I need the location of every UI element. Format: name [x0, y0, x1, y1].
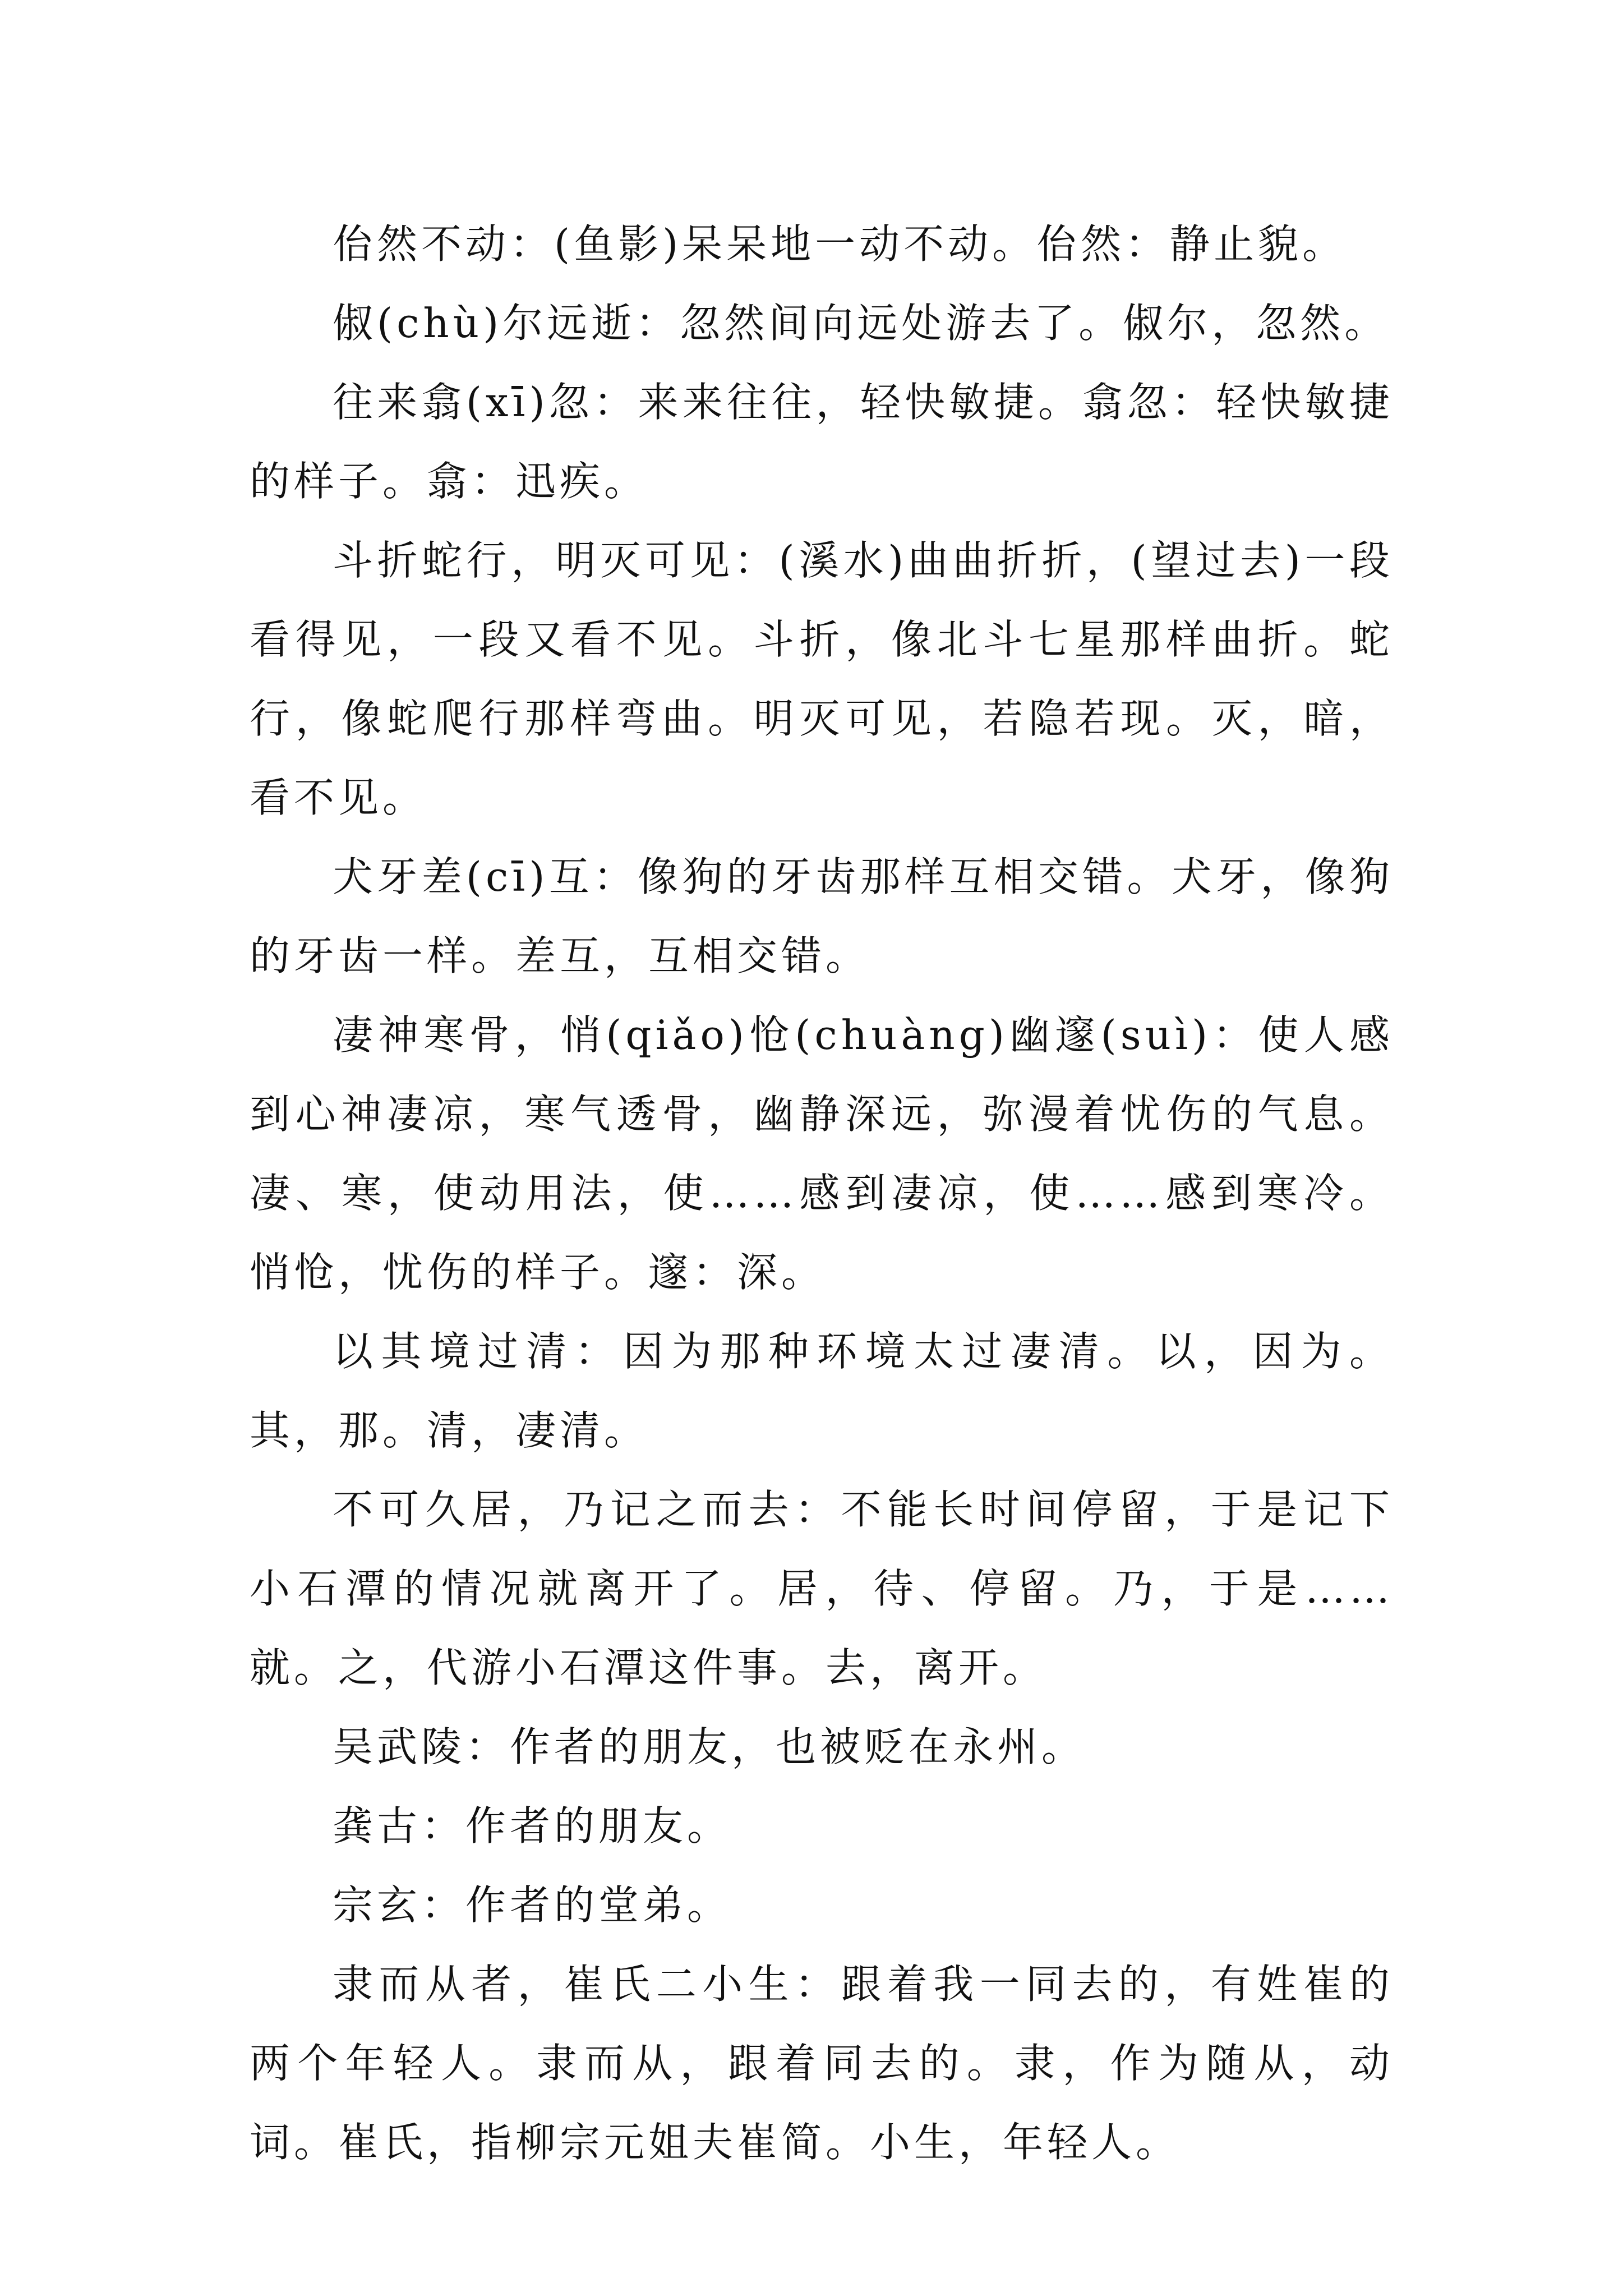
paragraph-lierconge: 隶而从者，崔氏二小生：跟着我一同去的，有姓崔的两个年轻人。隶而从，跟着同去的。隶，作为随从，动词。崔氏，指柳宗元姐夫崔简。小生，年轻人。 [250, 1961, 1394, 2166]
paragraph-qishen: 凄神寒骨，悄(qiǎo)怆(chuàng)幽邃(suì)：使人感到心神凄凉，寒气透骨，幽静深远，弥漫着忧伤的气息。凄、寒，使动用法，使……感到凄凉，使……感到寒冷。悄怆，忧伤的样子。邃：深。 [250, 1011, 1394, 1296]
paragraph-gonggu: 龚古：作者的朋友。 [333, 1802, 732, 1849]
paragraph-yiqijing: 以其境过清：因为那种环境太过凄清。以，因为。其，那。清，凄清。 [250, 1328, 1394, 1454]
paragraph-chuer: 俶(chù)尔远逝：忽然间向远处游去了。俶尔，忽然。 [333, 300, 1389, 347]
paragraph-douzhe: 斗折蛇行，明灭可见：(溪水)曲曲折折，(望过去)一段看得见，一段又看不见。斗折，像北斗七星那样曲折。蛇行，像蛇爬行那样弯曲。明灭可见，若隐若现。灭，暗，看不见。 [250, 537, 1394, 821]
paragraph-xihu: 往来翕(xī)忽：来来往往，轻快敏捷。翕忽：轻快敏捷的样子。翕：迅疾。 [250, 379, 1394, 505]
paragraph-bukejiuju: 不可久居，乃记之而去：不能长时间停留，于是记下小石潭的情况就离开了。居，待、停留。乃，于是……就。之，代游小石潭这件事。去，离开。 [250, 1486, 1394, 1691]
paragraph-zongxuan: 宗玄：作者的堂弟。 [333, 1881, 732, 1929]
paragraph-quanya: 犬牙差(cī)互：像狗的牙齿那样互相交错。犬牙，像狗的牙齿一样。差互，互相交错。 [250, 853, 1394, 979]
paragraph-wuwuling: 吴武陵：作者的朋友，也被贬在永州。 [333, 1723, 1086, 1770]
document-body [250, 205, 1394, 2182]
paragraph-yiran: 佁然不动：(鱼影)呆呆地一动不动。佁然：静止貌。 [333, 220, 1347, 268]
